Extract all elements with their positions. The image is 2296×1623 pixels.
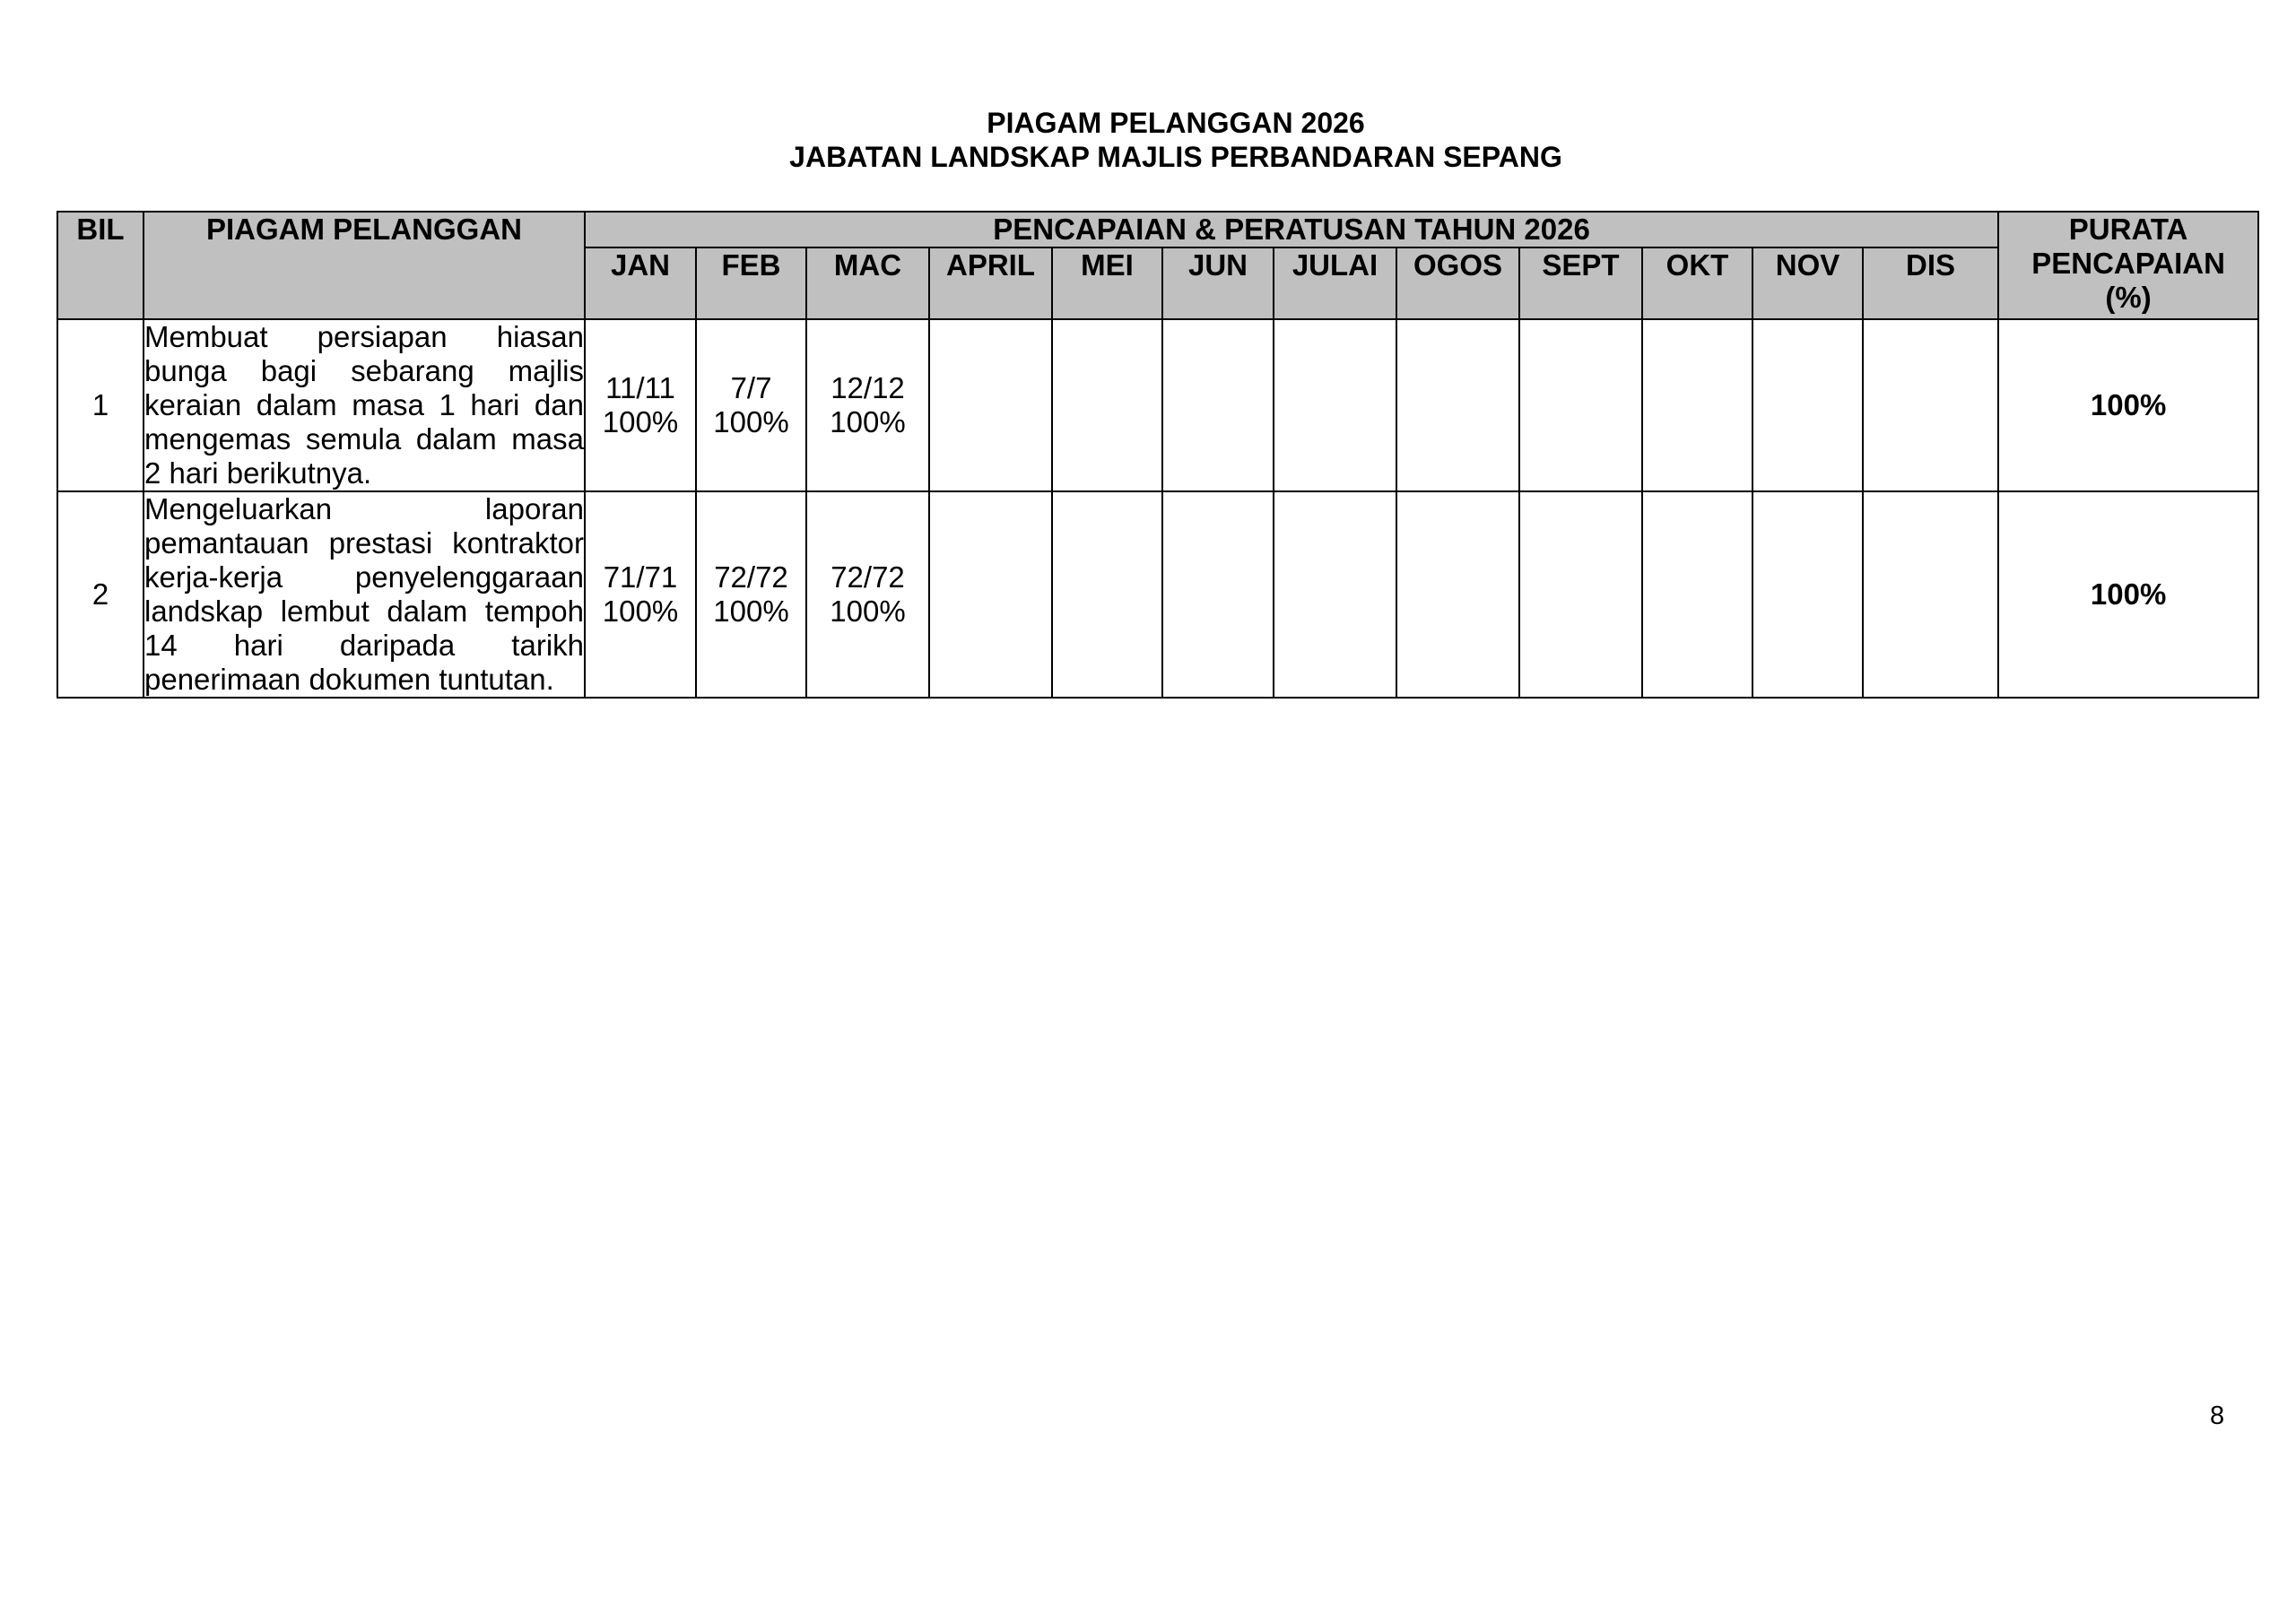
month-cell-jan: [585, 319, 696, 491]
header-month-feb: FEB: [696, 247, 806, 319]
month-cell-feb: [696, 491, 806, 698]
row-bil: 1: [57, 319, 144, 491]
month-percent: 100%: [713, 405, 789, 438]
header-average-line-2: PENCAPAIAN: [2031, 247, 2225, 280]
header-month-julai: JULAI: [1274, 247, 1396, 319]
header-month-ogos: OGOS: [1396, 247, 1519, 319]
month-percent: 100%: [830, 595, 906, 628]
month-percent: 100%: [602, 405, 679, 438]
header-bil: BIL: [57, 212, 144, 319]
document-title: [0, 106, 2296, 174]
header-month-nov: NOV: [1752, 247, 1863, 319]
month-cell-mei: [1052, 319, 1162, 491]
month-cell-dis: [1863, 491, 1998, 698]
month-count: 72/72: [831, 560, 905, 594]
month-cell-feb: [696, 319, 806, 491]
month-cell-okt: [1642, 319, 1752, 491]
header-average: [1998, 212, 2258, 319]
table-row: [57, 319, 2258, 491]
table-row: [57, 491, 2258, 698]
month-cell-mac: [806, 491, 929, 698]
header-month-okt: OKT: [1642, 247, 1752, 319]
header-month-april: APRIL: [929, 247, 1052, 319]
header-average-line-1: PURATA: [2068, 213, 2188, 246]
month-percent: 100%: [713, 595, 789, 628]
header-average-line-3: (%): [2105, 281, 2152, 314]
row-description: Membuat persiapan hiasan bunga bagi sebarang majlis keraian dalam masa 1 hari dan mengemas semula dalam masa 2 hari berikutnya.: [144, 320, 584, 490]
month-cell-julai: [1274, 491, 1396, 698]
month-cell-okt: [1642, 491, 1752, 698]
header-charter: PIAGAM PELANGGAN: [144, 212, 585, 319]
month-cell-april: [929, 491, 1052, 698]
month-cell-nov: [1752, 491, 1863, 698]
header-month-sept: SEPT: [1519, 247, 1642, 319]
month-cell-jan: [585, 491, 696, 698]
month-count: 72/72: [714, 560, 788, 594]
month-cell-jun: [1162, 319, 1274, 491]
header-achievement: PENCAPAIAN & PERATUSAN TAHUN 2026: [585, 212, 1998, 247]
header-month-mei: MEI: [1052, 247, 1162, 319]
month-cell-sept: [1519, 491, 1642, 698]
month-cell-april: [929, 319, 1052, 491]
month-cell-nov: [1752, 319, 1863, 491]
month-cell-ogos: [1396, 319, 1519, 491]
header-month-mac: MAC: [806, 247, 929, 319]
month-count: 71/71: [603, 560, 678, 594]
row-average: 100%: [1998, 319, 2258, 491]
month-cell-mei: [1052, 491, 1162, 698]
title-line-2: JABATAN LANDSKAP MAJLIS PERBANDARAN SEPANG: [789, 141, 1562, 173]
month-cell-jun: [1162, 491, 1274, 698]
row-bil: 2: [57, 491, 144, 698]
header-month-dis: DIS: [1863, 247, 1998, 319]
month-cell-mac: [806, 319, 929, 491]
customer-charter-table: [57, 211, 2259, 699]
month-percent: 100%: [830, 405, 906, 438]
header-month-jan: JAN: [585, 247, 696, 319]
page-number: 8: [2210, 1402, 2225, 1430]
month-cell-sept: [1519, 319, 1642, 491]
month-percent: 100%: [602, 595, 679, 628]
month-count: 11/11: [605, 371, 675, 404]
month-count: 7/7: [730, 371, 772, 404]
month-cell-ogos: [1396, 491, 1519, 698]
month-cell-dis: [1863, 319, 1998, 491]
title-line-1: PIAGAM PELANGGAN 2026: [987, 107, 1365, 139]
month-count: 12/12: [831, 371, 905, 404]
month-cell-julai: [1274, 319, 1396, 491]
header-month-jun: JUN: [1162, 247, 1274, 319]
row-average: 100%: [1998, 491, 2258, 698]
row-description: Mengeluarkan laporan pemantauan prestasi kontraktor kerja-kerja penyelenggaraan landskap lembut dalam tempoh 14 hari daripada tarikh penerimaan dokumen tuntutan.: [144, 492, 584, 696]
